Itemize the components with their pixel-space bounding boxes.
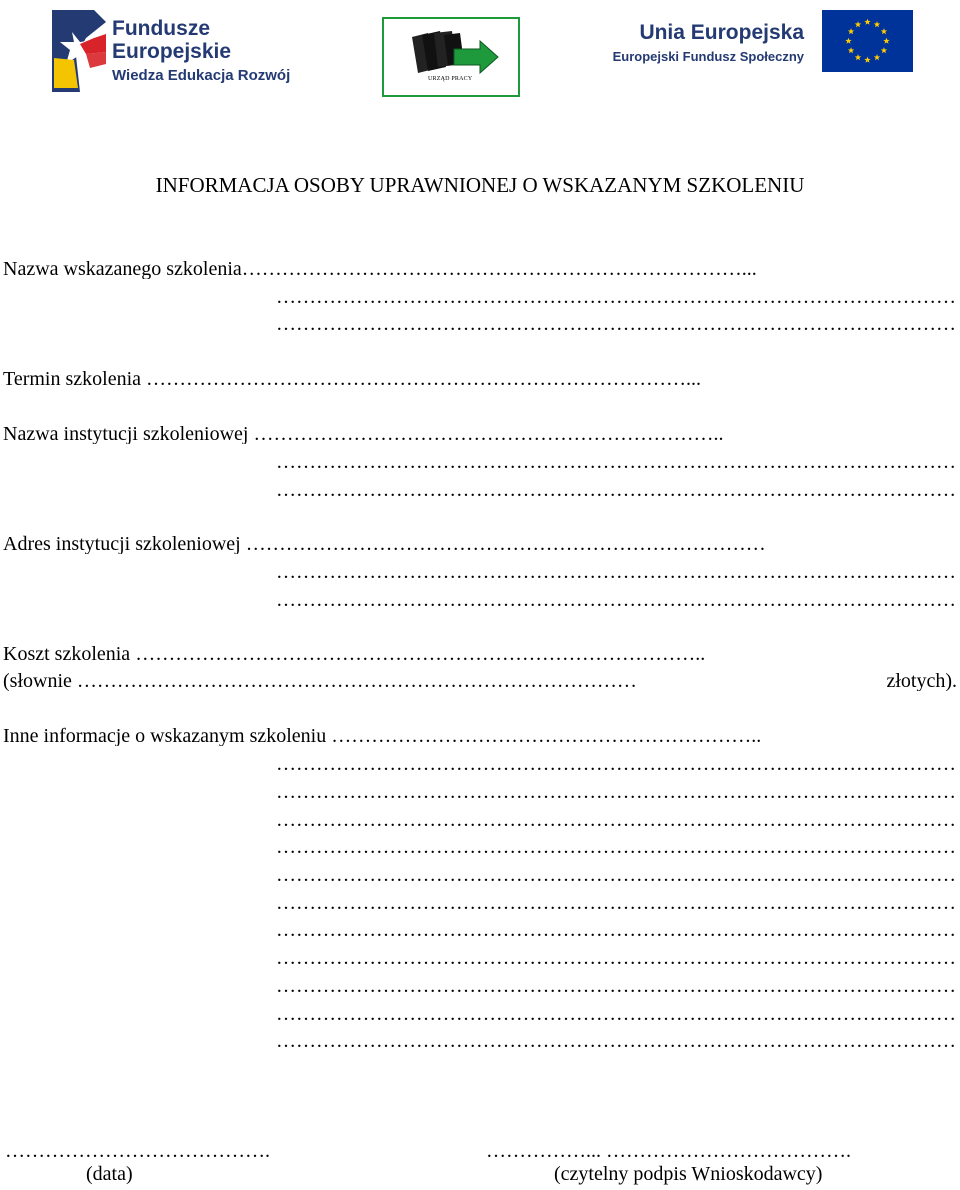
fe-logo-text xyxy=(112,18,290,83)
date-signature-line[interactable]: …………………………………. xyxy=(5,1140,270,1162)
adres-instytucji-line-3[interactable]: ………………………………………………………………………………………… xyxy=(276,590,956,610)
adres-instytucji-field[interactable] xyxy=(3,534,957,554)
ue-logo-line2: Europejski Fundusz Społeczny xyxy=(612,49,804,64)
inne-informacje-line[interactable]: ………………………………………………………………………………………… xyxy=(276,865,956,885)
urzad-pracy-logo xyxy=(382,17,520,97)
applicant-signature-line[interactable]: ……………... ………………………………. xyxy=(486,1140,851,1162)
unia-europejska-text xyxy=(608,22,804,63)
nazwa-instytucji-dots: …………………………………………………………….. xyxy=(253,424,724,444)
inne-informacje-line[interactable]: ………………………………………………………………………………………… xyxy=(276,920,956,940)
fe-logo-line2: Europejskie xyxy=(112,40,232,63)
adres-instytucji-dots: …………………………………………………………………… xyxy=(245,534,766,554)
nazwa-szkolenia-dots: …………………………………………………………………... xyxy=(241,259,757,279)
inne-informacje-line[interactable]: ………………………………………………………………………………………… xyxy=(276,893,956,913)
nazwa-instytucji-line-3[interactable]: ………………………………………………………………………………………… xyxy=(276,480,956,500)
fe-logo-line3: Wiedza Edukacja Rozwój xyxy=(112,67,291,84)
inne-informacje-label: Inne informacje o wskazanym szkoleniu xyxy=(3,726,327,746)
inne-informacje-dots: ……………………………………………………….. xyxy=(331,726,762,746)
signature-label: (czytelny podpis Wnioskodawcy) xyxy=(554,1163,823,1185)
inne-informacje-line[interactable]: ………………………………………………………………………………………… xyxy=(276,782,956,802)
inne-informacje-line[interactable]: ………………………………………………………………………………………… xyxy=(276,837,956,857)
urzad-pracy-text: URZĄD PRACY xyxy=(428,76,473,82)
nazwa-instytucji-line-2[interactable]: ………………………………………………………………………………………… xyxy=(276,452,956,472)
fe-star-icon xyxy=(50,8,110,94)
inne-informacje-line[interactable]: ………………………………………………………………………………………… xyxy=(276,948,956,968)
slownie-text xyxy=(3,671,637,691)
slownie-dots: ………………………………………………………………………… xyxy=(76,671,637,691)
ue-logo-line1: Unia Europejska xyxy=(639,21,804,44)
eu-flag-icon xyxy=(822,10,913,72)
termin-szkolenia-label: Termin szkolenia xyxy=(3,369,141,389)
koszt-szkolenia-dots: ………………………………………………………………………….. xyxy=(135,644,706,664)
inne-informacje-line[interactable]: ………………………………………………………………………………………… xyxy=(276,810,956,830)
document-title: INFORMACJA OSOBY UPRAWNIONEJ O WSKAZANYM SZKOLENIU xyxy=(155,173,805,197)
zlotych-label: złotych). xyxy=(886,671,957,691)
nazwa-szkolenia-line-3[interactable]: ………………………………………………………………………………………… xyxy=(276,314,956,334)
termin-szkolenia-field[interactable] xyxy=(3,369,957,389)
adres-instytucji-label: Adres instytucji szkoleniowej xyxy=(3,534,241,554)
nazwa-szkolenia-label: Nazwa wskazanego szkolenia xyxy=(3,259,242,279)
inne-informacje-line[interactable]: ………………………………………………………………………………………… xyxy=(276,754,956,774)
inne-informacje-line[interactable]: ………………………………………………………………………………………… xyxy=(276,976,956,996)
koszt-szkolenia-label: Koszt szkolenia xyxy=(3,644,131,664)
inne-informacje-line[interactable]: ………………………………………………………………………………………… xyxy=(276,1004,956,1024)
koszt-szkolenia-field[interactable] xyxy=(3,644,957,664)
adres-instytucji-line-2[interactable]: ………………………………………………………………………………………… xyxy=(276,562,956,582)
urzad-pracy-emblem-icon xyxy=(384,19,518,95)
nazwa-instytucji-field[interactable] xyxy=(3,424,957,444)
inne-informacje-field[interactable] xyxy=(3,726,957,746)
inne-informacje-line[interactable]: ………………………………………………………………………………………… xyxy=(276,1031,956,1051)
termin-szkolenia-dots: ………………………………………………………………………... xyxy=(146,369,701,389)
fe-logo-line1: Fundusze xyxy=(112,17,210,40)
koszt-slownie-field[interactable] xyxy=(3,671,957,691)
nazwa-instytucji-label: Nazwa instytucji szkoleniowej xyxy=(3,424,249,444)
nazwa-szkolenia-field[interactable] xyxy=(3,259,957,279)
nazwa-szkolenia-line-2[interactable]: ………………………………………………………………………………………… xyxy=(276,287,956,307)
date-label: (data) xyxy=(86,1163,133,1185)
slownie-label: (słownie xyxy=(3,671,72,691)
